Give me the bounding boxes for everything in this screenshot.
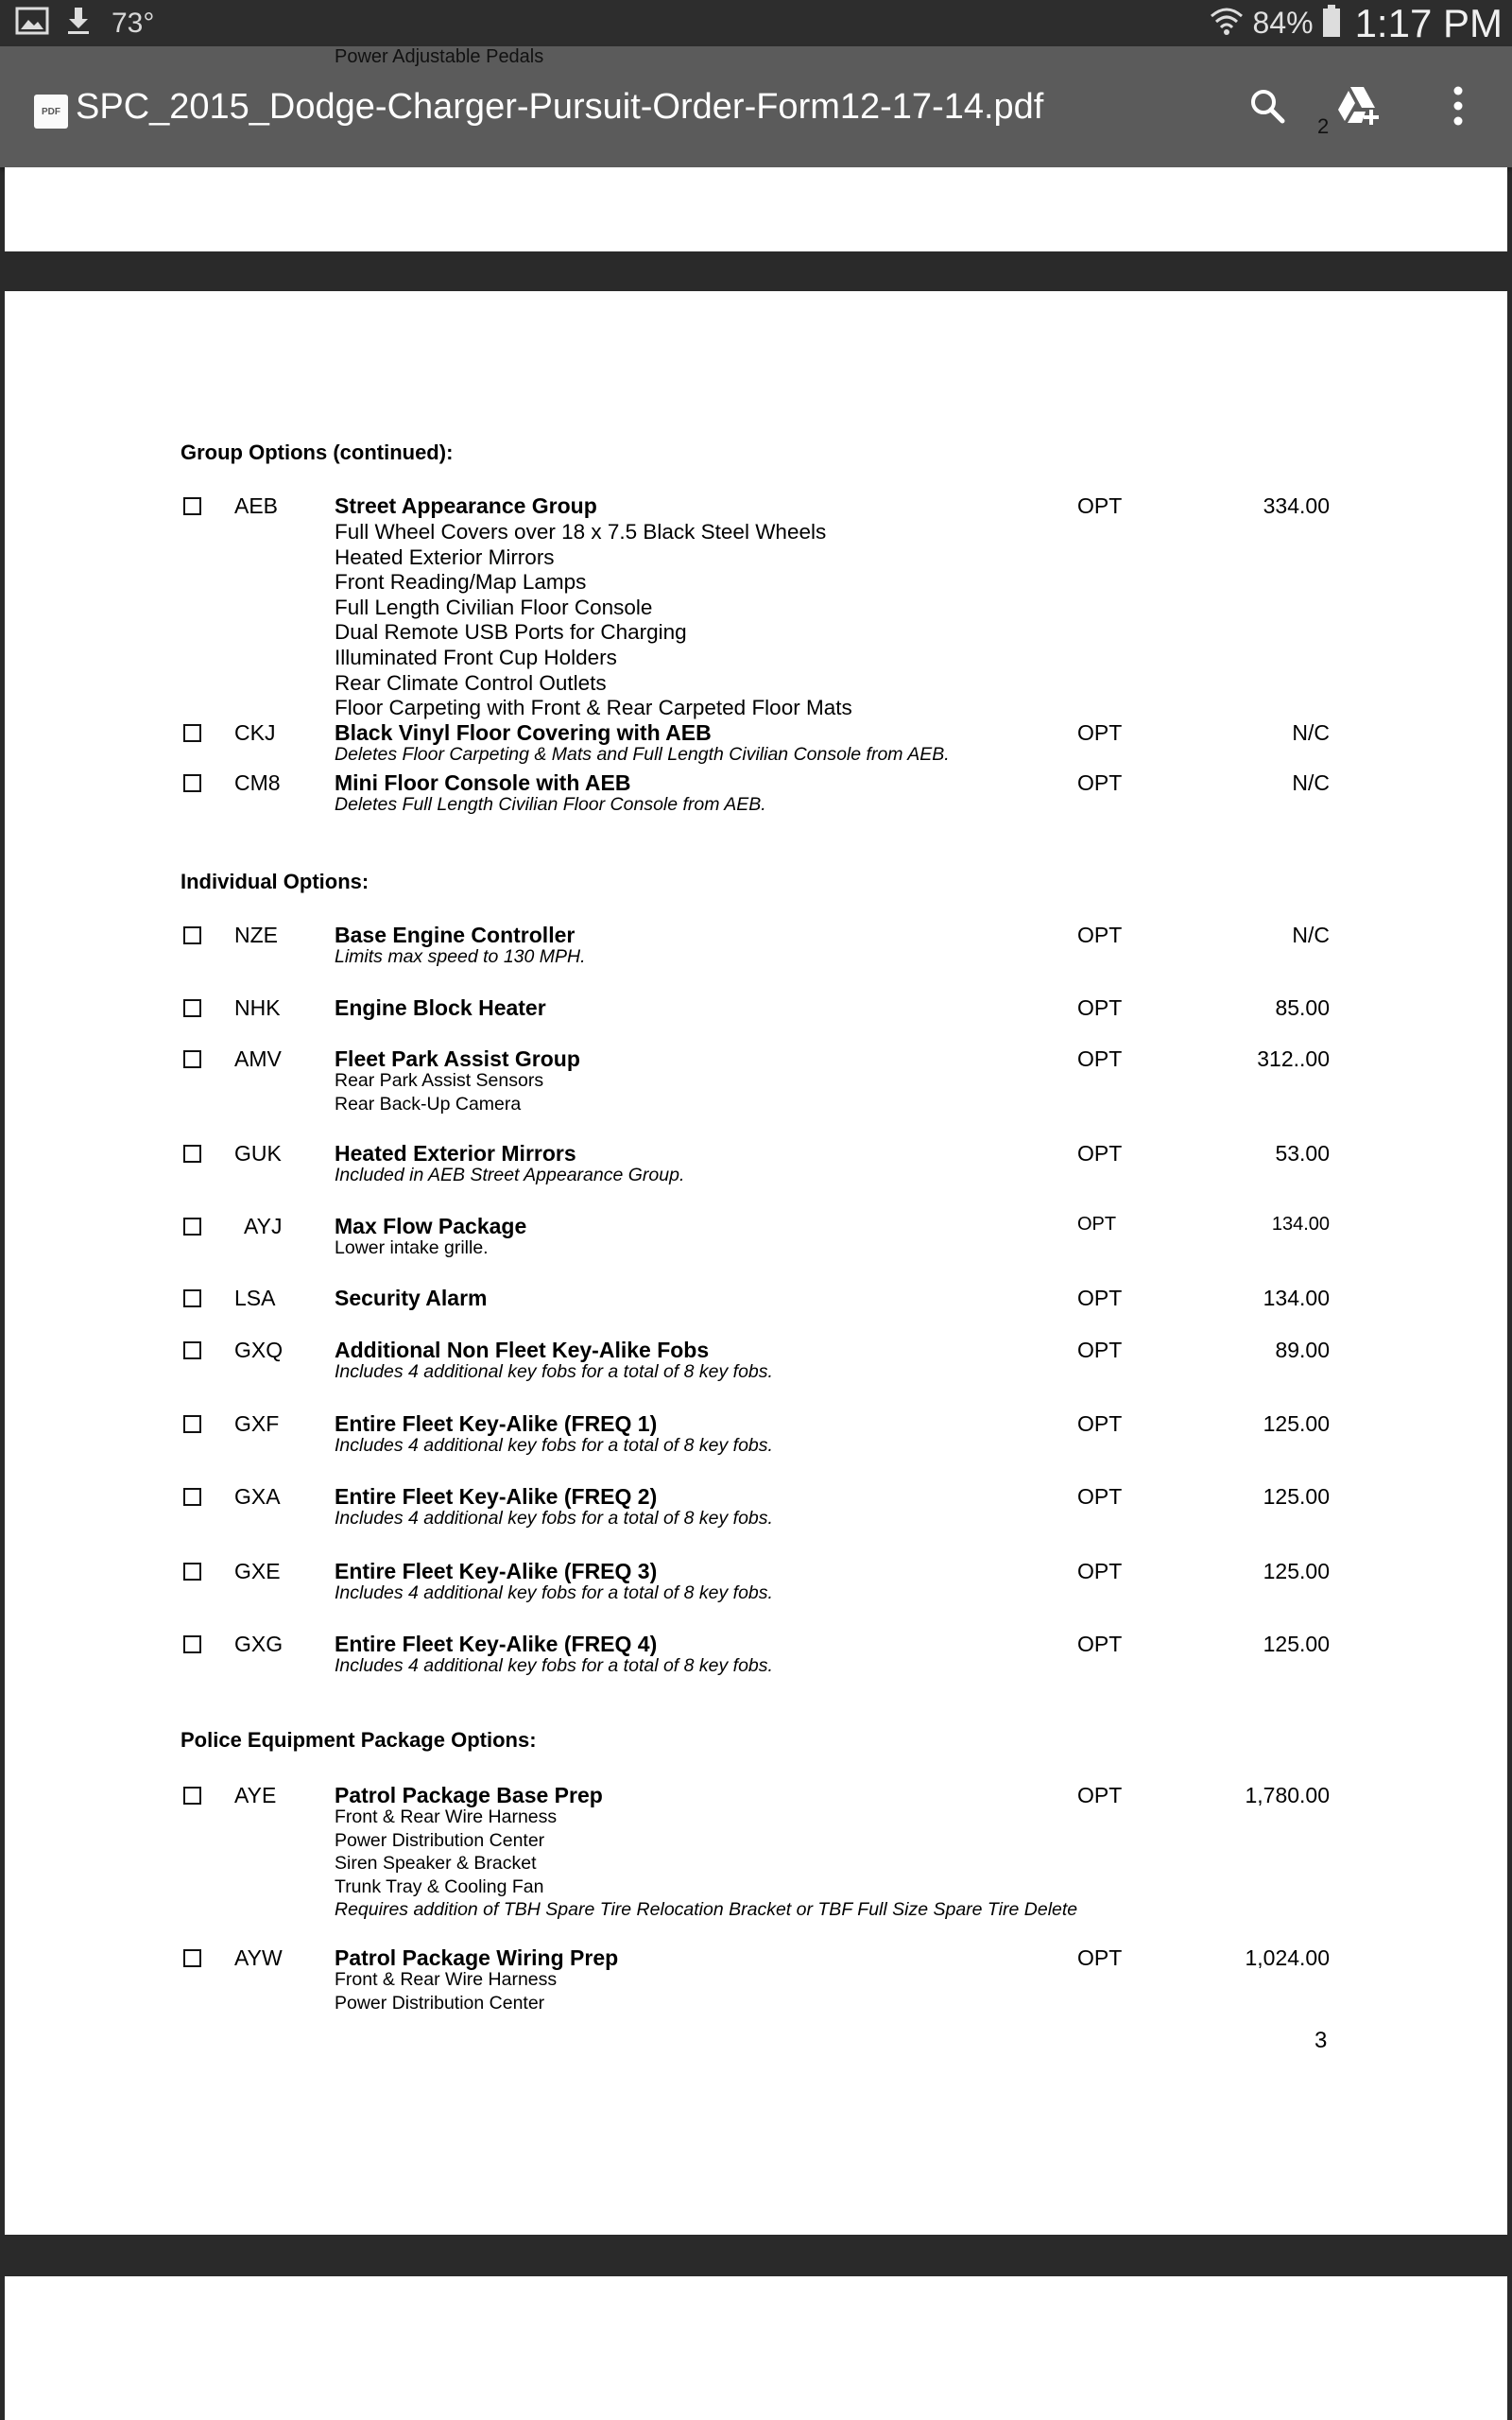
option-code: NZE: [234, 923, 278, 947]
option-availability: OPT: [1077, 1783, 1123, 1807]
option-availability: OPT: [1077, 1046, 1123, 1071]
pdf-file-icon: [34, 95, 68, 129]
option-checkbox[interactable]: [183, 1050, 201, 1068]
clock: 1:17 PM: [1354, 0, 1503, 45]
option-availability: OPT: [1077, 1214, 1117, 1235]
option-detail: Rear Climate Control Outlets: [335, 670, 607, 695]
drive-add-icon[interactable]: [1334, 80, 1385, 131]
option-name: Max Flow Package: [335, 1214, 527, 1238]
option-code: GXA: [234, 1484, 281, 1509]
image-icon: [15, 7, 49, 40]
option-checkbox[interactable]: [183, 1488, 201, 1506]
option-name: Patrol Package Base Prep: [335, 1783, 603, 1807]
option-availability: OPT: [1077, 1632, 1123, 1656]
option-price: 125.00: [1263, 1411, 1330, 1436]
option-row-aye: [5, 1781, 1507, 1920]
option-row-gxf: [5, 1409, 1507, 1456]
option-checkbox[interactable]: [183, 1787, 201, 1805]
option-detail: Includes 4 additional key fobs for a total of 8 key fobs.: [335, 1435, 773, 1456]
option-detail: Includes 4 additional key fobs for a total of 8 key fobs.: [335, 1582, 773, 1603]
next-page: [5, 2276, 1507, 2420]
wifi-icon: [1208, 5, 1246, 42]
option-availability: OPT: [1077, 770, 1123, 795]
option-availability: OPT: [1077, 1484, 1123, 1509]
option-detail: Rear Back-Up Camera: [335, 1093, 522, 1115]
previous-page: [5, 167, 1507, 251]
battery-percent: 84%: [1252, 6, 1314, 40]
option-name: Security Alarm: [335, 1286, 488, 1310]
option-checkbox[interactable]: [183, 497, 201, 515]
option-price: N/C: [1292, 770, 1330, 795]
option-row-amv: [5, 1045, 1507, 1115]
option-code: GXQ: [234, 1338, 284, 1362]
option-detail: Limits max speed to 130 MPH.: [335, 946, 586, 967]
option-name: Street Appearance Group: [335, 493, 597, 518]
option-detail: Requires addition of TBH Spare Tire Relocation Bracket or TBF Full Size Spare Tire Delete: [335, 1899, 1078, 1920]
option-name: Black Vinyl Floor Covering with AEB: [335, 720, 712, 745]
option-availability: OPT: [1077, 493, 1123, 518]
option-checkbox[interactable]: [183, 1949, 201, 1967]
option-price: 89.00: [1275, 1338, 1330, 1362]
option-checkbox[interactable]: [183, 1145, 201, 1163]
option-price: N/C: [1292, 720, 1330, 745]
option-checkbox[interactable]: [183, 1415, 201, 1433]
option-code: AYW: [234, 1945, 283, 1970]
page-number: 3: [1314, 2028, 1328, 2053]
option-checkbox[interactable]: [183, 724, 201, 742]
option-checkbox[interactable]: [183, 1289, 201, 1307]
option-price: 334.00: [1263, 493, 1330, 518]
option-row-gxa: [5, 1482, 1507, 1529]
option-checkbox[interactable]: [183, 926, 201, 944]
option-code: CKJ: [234, 720, 276, 745]
option-detail: Deletes Full Length Civilian Floor Console from AEB.: [335, 794, 766, 815]
option-name: Entire Fleet Key-Alike (FREQ 2): [335, 1484, 658, 1509]
option-checkbox[interactable]: [183, 774, 201, 792]
option-name: Fleet Park Assist Group: [335, 1046, 580, 1071]
download-icon: [62, 5, 94, 42]
option-detail: Includes 4 additional key fobs for a total of 8 key fobs.: [335, 1508, 773, 1529]
option-name: Heated Exterior Mirrors: [335, 1141, 576, 1166]
pdf-badge-label: PDF: [42, 106, 60, 117]
option-checkbox[interactable]: [183, 1218, 201, 1236]
option-detail: Power Distribution Center: [335, 1829, 545, 1851]
overlap-text: Power Adjustable Pedals: [335, 46, 544, 67]
option-name: Entire Fleet Key-Alike (FREQ 1): [335, 1411, 658, 1436]
option-detail: Siren Speaker & Bracket: [335, 1853, 537, 1874]
option-code: AYE: [234, 1783, 277, 1807]
option-availability: OPT: [1077, 1411, 1123, 1436]
option-checkbox[interactable]: [183, 1563, 201, 1581]
option-name: Entire Fleet Key-Alike (FREQ 3): [335, 1559, 658, 1583]
option-price: 134.00: [1271, 1214, 1330, 1235]
pdf-page: [5, 291, 1507, 2235]
option-detail: Trunk Tray & Cooling Fan: [335, 1876, 544, 1897]
option-row-lsa: [5, 1284, 1507, 1312]
option-availability: OPT: [1077, 995, 1123, 1020]
option-price: 53.00: [1275, 1141, 1330, 1166]
option-price: 125.00: [1263, 1559, 1330, 1583]
temperature: 73°: [112, 7, 155, 39]
option-code: GXE: [234, 1559, 281, 1583]
option-code: LSA: [234, 1286, 276, 1310]
option-row-nze: [5, 921, 1507, 967]
option-availability: OPT: [1077, 1945, 1123, 1970]
option-detail: Dual Remote USB Ports for Charging: [335, 620, 687, 645]
option-price: 125.00: [1263, 1484, 1330, 1509]
option-price: 1,024.00: [1245, 1945, 1330, 1970]
option-availability: OPT: [1077, 1338, 1123, 1362]
option-row-gxq: [5, 1336, 1507, 1382]
option-price: 125.00: [1263, 1632, 1330, 1656]
option-detail: Full Length Civilian Floor Console: [335, 595, 653, 619]
option-checkbox[interactable]: [183, 1341, 201, 1359]
option-row-gxg: [5, 1630, 1507, 1676]
document-title: SPC_2015_Dodge-Charger-Pursuit-Order-Form12-17-14.pdf: [76, 87, 1044, 127]
option-checkbox[interactable]: [183, 1635, 201, 1653]
option-price: 1,780.00: [1245, 1783, 1330, 1807]
option-row-cm8: [5, 769, 1507, 815]
option-row-ckj: [5, 718, 1507, 765]
option-row-nhk: [5, 994, 1507, 1022]
option-row-ayj: [5, 1212, 1507, 1258]
more-vert-icon[interactable]: [1433, 80, 1484, 131]
option-code: CM8: [234, 770, 281, 795]
option-code: GXG: [234, 1632, 284, 1656]
app-bar: [0, 46, 1512, 167]
option-code: GXF: [234, 1411, 280, 1436]
option-row-aeb: [5, 492, 1507, 720]
section-heading-group: Group Options (continued):: [180, 441, 454, 464]
option-detail: Includes 4 additional key fobs for a total of 8 key fobs.: [335, 1361, 773, 1382]
option-checkbox[interactable]: [183, 999, 201, 1017]
option-name: Entire Fleet Key-Alike (FREQ 4): [335, 1632, 658, 1656]
option-code: AEB: [234, 493, 279, 518]
option-detail: Front & Rear Wire Harness: [335, 1806, 558, 1827]
option-name: Engine Block Heater: [335, 995, 546, 1020]
option-name: Mini Floor Console with AEB: [335, 770, 631, 795]
option-detail: Floor Carpeting with Front & Rear Carpeted Floor Mats: [335, 696, 852, 720]
option-row-ayw: [5, 1944, 1507, 2014]
option-detail: Illuminated Front Cup Holders: [335, 646, 617, 669]
section-heading-police: Police Equipment Package Options:: [180, 1728, 537, 1752]
option-availability: OPT: [1077, 1559, 1123, 1583]
option-code: AYJ: [244, 1214, 283, 1238]
option-detail: Front & Rear Wire Harness: [335, 1969, 558, 1990]
option-availability: OPT: [1077, 923, 1123, 947]
option-name: Base Engine Controller: [335, 923, 576, 947]
search-icon[interactable]: [1242, 80, 1293, 131]
battery-icon: [1321, 4, 1342, 43]
option-detail: Front Reading/Map Lamps: [335, 570, 587, 595]
option-row-guk: [5, 1139, 1507, 1185]
option-detail: Lower intake grille.: [335, 1237, 489, 1258]
option-detail: Deletes Floor Carpeting & Mats and Full Length Civilian Console from AEB.: [335, 744, 950, 765]
section-heading-individual: Individual Options:: [180, 870, 369, 893]
option-code: GUK: [234, 1141, 282, 1166]
option-availability: OPT: [1077, 720, 1123, 745]
option-price: 134.00: [1263, 1286, 1330, 1310]
option-detail: Power Distribution Center: [335, 1992, 545, 2014]
option-name: Patrol Package Wiring Prep: [335, 1945, 619, 1970]
option-price: N/C: [1292, 923, 1330, 947]
option-availability: OPT: [1077, 1286, 1123, 1310]
option-name: Additional Non Fleet Key-Alike Fobs: [335, 1338, 710, 1362]
option-price: 85.00: [1275, 995, 1330, 1020]
drive-count: 2: [1317, 114, 1330, 138]
option-code: NHK: [234, 995, 281, 1020]
option-detail: Heated Exterior Mirrors: [335, 544, 555, 569]
option-detail: Rear Park Assist Sensors: [335, 1070, 544, 1091]
option-detail: Included in AEB Street Appearance Group.: [335, 1165, 685, 1185]
option-detail: Includes 4 additional key fobs for a total of 8 key fobs.: [335, 1655, 773, 1676]
option-detail: Full Wheel Covers over 18 x 7.5 Black Steel Wheels: [335, 520, 827, 544]
option-code: AMV: [234, 1046, 282, 1071]
option-availability: OPT: [1077, 1141, 1123, 1166]
status-bar: [0, 0, 1512, 46]
option-row-gxe: [5, 1557, 1507, 1603]
option-price: 312..00: [1257, 1046, 1330, 1071]
